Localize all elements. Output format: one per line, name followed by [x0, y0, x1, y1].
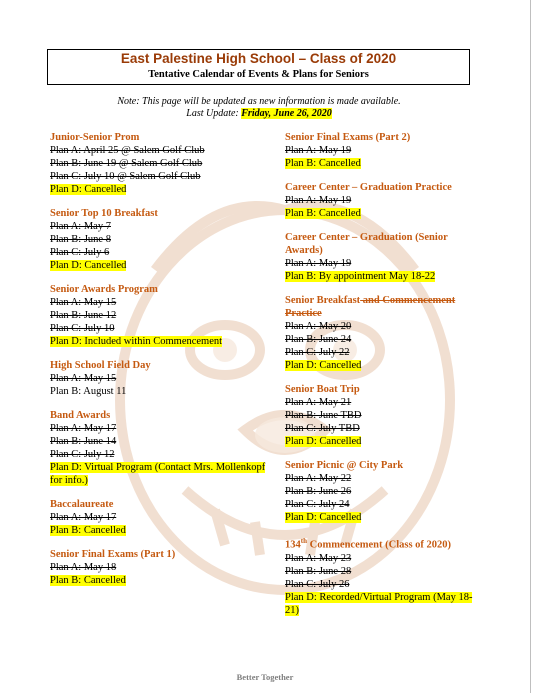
- event-title-struck: and Commencement Practice: [285, 295, 456, 319]
- plan-cancelled-text: Plan B: June 14: [50, 436, 117, 447]
- plan-line: [285, 157, 485, 170]
- event-section-senior-awards-program: [50, 283, 270, 348]
- plan-line: [285, 498, 485, 511]
- plan-text: Plan D: Virtual Program (Contact Mrs. Mollenkopf for info.): [50, 462, 266, 486]
- plan-line: [50, 461, 270, 487]
- plan-text: Plan B: Cancelled: [50, 525, 126, 536]
- plan-line: [50, 511, 270, 524]
- plan-line: [50, 385, 270, 398]
- plan-line: [50, 561, 270, 574]
- event-title: [50, 359, 270, 372]
- event-section-baccalaureate: [50, 498, 270, 537]
- event-title-text: Senior Final Exams (Part 1): [50, 549, 176, 560]
- event-title-text: Career Center – Graduation (Senior Awards): [285, 232, 448, 256]
- plan-line: [285, 485, 485, 498]
- plan-line: [285, 270, 485, 283]
- plan-text: Plan B: Cancelled: [50, 575, 126, 586]
- plan-line: [50, 435, 270, 448]
- plan-line: [285, 565, 485, 578]
- plan-cancelled-text: Plan C: July 26: [285, 578, 350, 590]
- plan-cancelled-text: Plan B: June 24: [285, 334, 352, 345]
- plan-line: [285, 591, 485, 617]
- plan-line: [285, 207, 485, 220]
- plan-line: [285, 346, 485, 359]
- page-title: East Palestine High School – Class of 2020: [120, 51, 397, 66]
- plan-line: [285, 578, 485, 591]
- event-section-senior-boat-trip: [285, 383, 485, 448]
- plan-cancelled-text: Plan A: May 7: [50, 221, 111, 232]
- plan-cancelled-text: Plan A: May 15: [50, 373, 117, 384]
- plan-text: Plan D: Cancelled: [50, 184, 127, 195]
- plan-line: [50, 259, 270, 272]
- plan-line: [50, 448, 270, 461]
- plan-text: Plan D: Cancelled: [285, 360, 362, 371]
- plan-cancelled-text: Plan B: June 19 @ Salem Golf Club: [50, 158, 203, 169]
- plan-text: Plan B: Cancelled: [285, 158, 361, 169]
- event-section-134-commencement-class-of-2020: [285, 535, 485, 617]
- plan-line: [50, 574, 270, 587]
- event-title-rest: Commencement (Class of 2020): [306, 539, 452, 551]
- event-title-text: Senior Top 10 Breakfast: [50, 208, 158, 219]
- plan-line: [285, 257, 485, 270]
- plan-text: Plan D: Cancelled: [50, 260, 127, 271]
- last-update-label: Last Update:: [186, 108, 242, 119]
- plan-line: [50, 246, 270, 259]
- event-section-career-center-graduation-senior-awards: [285, 231, 485, 283]
- plan-cancelled-text: Plan C: July 10: [50, 323, 115, 334]
- event-section-senior-top-10-breakfast: [50, 207, 270, 272]
- event-title-text: Senior Awards Program: [50, 284, 158, 295]
- plan-line: [285, 511, 485, 524]
- plan-line: [50, 309, 270, 322]
- plan-text: Plan D: Recorded/Virtual Program (May 18-21): [285, 591, 473, 616]
- left-column: [50, 131, 270, 598]
- plan-line: [285, 552, 485, 565]
- event-section-senior-breakfast: [285, 294, 485, 372]
- plan-cancelled-text: Plan A: May 15: [50, 297, 117, 308]
- plan-text: Plan D: Cancelled: [285, 436, 362, 447]
- plan-cancelled-text: Plan B: June 8: [50, 234, 111, 245]
- event-title: [285, 383, 485, 396]
- plan-cancelled-text: Plan B: June TBD: [285, 410, 362, 421]
- plan-line: [285, 422, 485, 435]
- plan-line: [50, 524, 270, 537]
- event-title: [285, 181, 485, 194]
- plan-line: [285, 396, 485, 409]
- plan-line: [50, 157, 270, 170]
- event-title-text: Senior Boat Trip: [285, 384, 360, 395]
- event-title-text: Junior-Senior Prom: [50, 132, 140, 143]
- plan-cancelled-text: Plan C: July 6: [50, 247, 110, 258]
- event-section-senior-picnic-city-park: [285, 459, 485, 524]
- plan-line: [285, 472, 485, 485]
- footer-text: Better Together: [236, 672, 294, 682]
- plan-cancelled-text: Plan B: June 26: [285, 486, 352, 497]
- plan-line: [50, 372, 270, 385]
- plan-cancelled-text: Plan A: May 17: [50, 512, 117, 523]
- plan-text: Plan B: Cancelled: [285, 208, 361, 219]
- event-title: [50, 409, 270, 422]
- plan-cancelled-text: Plan A: May 21: [285, 397, 352, 408]
- plan-cancelled-text: Plan C: July 10 @ Salem Golf Club: [50, 171, 201, 182]
- plan-cancelled-text: Plan A: May 19: [285, 258, 352, 269]
- event-section-senior-final-exams-part-2: [285, 131, 485, 170]
- event-section-career-center-graduation-practice: [285, 181, 485, 220]
- event-title-text: Career Center – Graduation Practice: [285, 182, 452, 193]
- event-title-superscript: th: [300, 537, 307, 545]
- event-title: [285, 131, 485, 144]
- event-title: [285, 459, 485, 472]
- plan-cancelled-text: Plan C: July 24: [285, 499, 350, 510]
- plan-cancelled-text: Plan B: June 12: [50, 310, 117, 321]
- event-title-text: Senior Picnic @ City Park: [285, 460, 404, 471]
- plan-cancelled-text: Plan A: May 19: [285, 145, 352, 156]
- event-title-text: Senior Final Exams (Part 2): [285, 132, 411, 143]
- plan-line: [285, 144, 485, 157]
- event-title: [285, 231, 485, 257]
- plan-cancelled-text: Plan A: May 20: [285, 321, 352, 332]
- plan-line: [50, 422, 270, 435]
- event-title-text: Senior Breakfast: [285, 295, 361, 306]
- plan-line: [285, 194, 485, 207]
- plan-line: [285, 409, 485, 422]
- event-section-senior-final-exams-part-1: [50, 548, 270, 587]
- plan-line: [50, 233, 270, 246]
- plan-line: [50, 170, 270, 183]
- plan-text: Plan B: August 11: [50, 386, 127, 397]
- plan-cancelled-text: Plan B: June 28: [285, 565, 352, 577]
- plan-cancelled-text: Plan C: July 22: [285, 347, 350, 358]
- plan-cancelled-text: Plan A: May 19: [285, 195, 352, 206]
- plan-cancelled-text: Plan C: July TBD: [285, 423, 360, 434]
- plan-line: [285, 320, 485, 333]
- plan-cancelled-text: Plan A: May 22: [285, 473, 352, 484]
- event-title-text: Baccalaureate: [50, 499, 114, 510]
- plan-line: [50, 220, 270, 233]
- plan-line: [50, 322, 270, 335]
- event-title: [50, 283, 270, 296]
- plan-text: Plan B: By appointment May 18-22: [285, 271, 436, 282]
- update-note: Note: This page will be updated as new information is made available.: [117, 96, 401, 107]
- event-section-high-school-field-day: [50, 359, 270, 398]
- event-title-text: 134: [285, 539, 301, 551]
- event-title: [50, 207, 270, 220]
- plan-line: [50, 296, 270, 309]
- right-column: [285, 131, 485, 628]
- event-title-text: High School Field Day: [50, 360, 151, 371]
- plan-cancelled-text: Plan A: April 25 @ Salem Golf Club: [50, 145, 205, 156]
- header-box: [47, 49, 470, 85]
- last-update-line: [0, 108, 518, 119]
- event-title: [50, 498, 270, 511]
- plan-line: [285, 359, 485, 372]
- event-title: [50, 548, 270, 561]
- event-section-junior-senior-prom: [50, 131, 270, 196]
- event-title: [50, 131, 270, 144]
- event-section-band-awards: [50, 409, 270, 487]
- plan-cancelled-text: Plan C: July 12: [50, 449, 115, 460]
- plan-cancelled-text: Plan A: May 23: [285, 552, 352, 564]
- event-title-text: Band Awards: [50, 410, 111, 421]
- plan-cancelled-text: Plan A: May 17: [50, 423, 117, 434]
- plan-line: [285, 333, 485, 346]
- plan-cancelled-text: Plan A: May 18: [50, 562, 117, 573]
- plan-line: [285, 435, 485, 448]
- last-update-date: Friday, June 26, 2020: [241, 108, 332, 119]
- plan-line: [50, 335, 270, 348]
- plan-line: [50, 144, 270, 157]
- plan-text: Plan D: Included within Commencement: [50, 336, 223, 347]
- plan-line: [50, 183, 270, 196]
- plan-text: Plan D: Cancelled: [285, 512, 362, 523]
- page-subtitle: Tentative Calendar of Events & Plans for Seniors: [148, 69, 369, 80]
- event-title: [285, 535, 485, 552]
- event-title: [285, 294, 485, 320]
